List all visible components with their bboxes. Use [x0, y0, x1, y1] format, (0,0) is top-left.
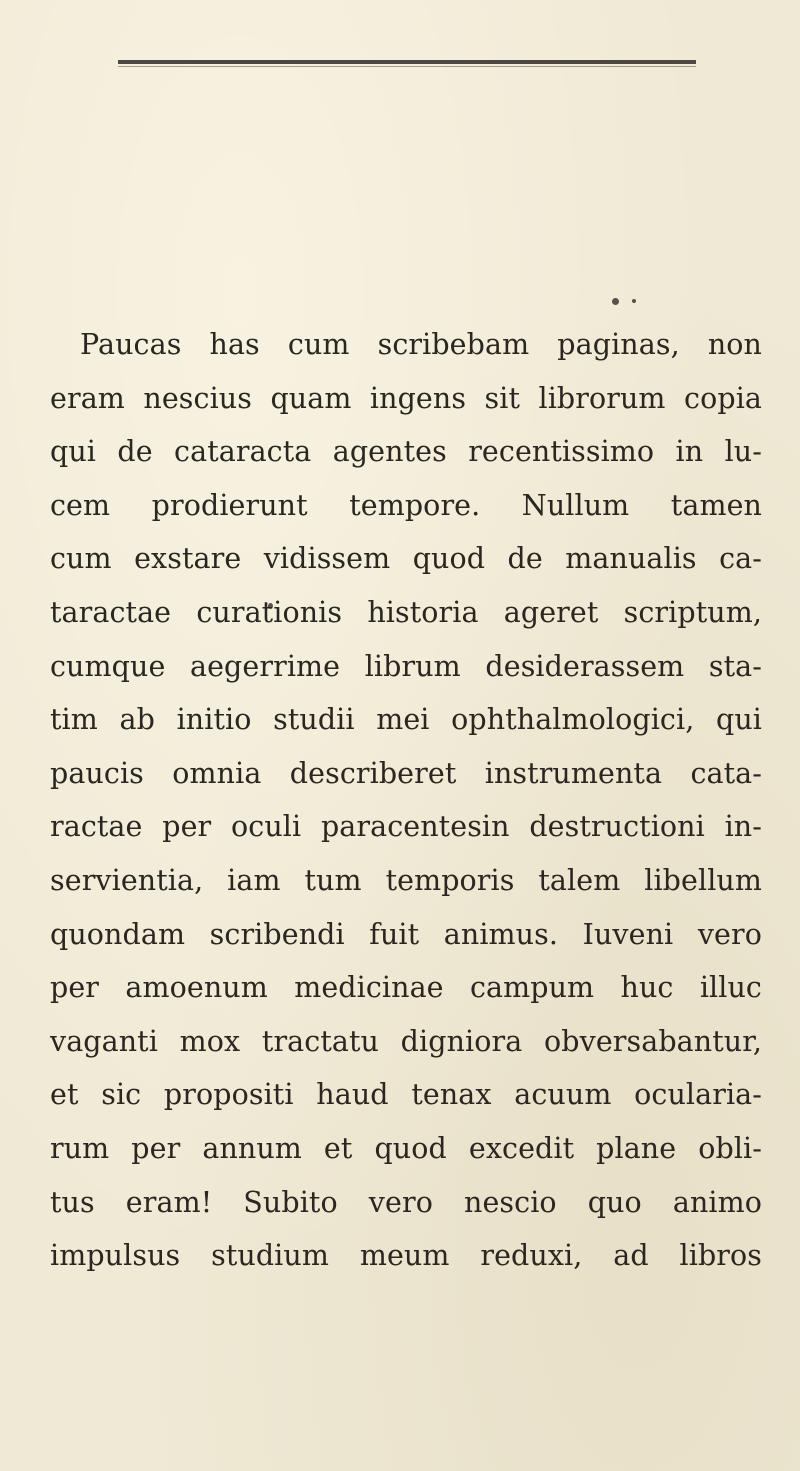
- text-line: ractae per oculi paracentesin destructioni in-: [50, 810, 762, 844]
- text-line: cumque aegerrime librum desiderassem sta-: [50, 649, 762, 683]
- ink-speck: [612, 298, 619, 305]
- text-line: impulsus studium meum reduxi, ad libros: [50, 1239, 762, 1273]
- text-line: qui de cataracta agentes recentissimo in lu-: [50, 435, 762, 469]
- header-rule-thin: [118, 66, 696, 67]
- body-text: [50, 318, 762, 1283]
- text-line: tus eram! Subito vero nescio quo animo: [50, 1185, 762, 1219]
- text-line: Paucas has cum scribebam paginas, non: [80, 328, 762, 361]
- header-rule: [118, 60, 696, 64]
- text-line: cem prodierunt tempore. Nullum tamen: [50, 488, 762, 522]
- text-line: taractae curationis historia ageret scriptum,: [50, 595, 762, 629]
- text-line: quondam scribendi fuit animus. Iuveni vero: [50, 917, 762, 951]
- text-line: tim ab initio studii mei ophthalmologici, qui: [50, 703, 762, 737]
- text-line: paucis omnia describeret instrumenta cata-: [50, 756, 762, 790]
- text-line: servientia, iam tum temporis talem libellum: [50, 863, 762, 897]
- text-line: cum exstare vidissem quod de manualis ca-: [50, 542, 762, 576]
- text-line: eram nescius quam ingens sit librorum copia: [50, 381, 762, 415]
- text-line: rum per annum et quod excedit plane obli-: [50, 1131, 762, 1165]
- text-line: per amoenum medicinae campum huc illuc: [50, 971, 762, 1005]
- ink-speck: [632, 299, 636, 303]
- text-line: vaganti mox tractatu digniora obversabantur,: [50, 1024, 762, 1058]
- text-line: et sic propositi haud tenax acuum ocularia-: [50, 1078, 762, 1112]
